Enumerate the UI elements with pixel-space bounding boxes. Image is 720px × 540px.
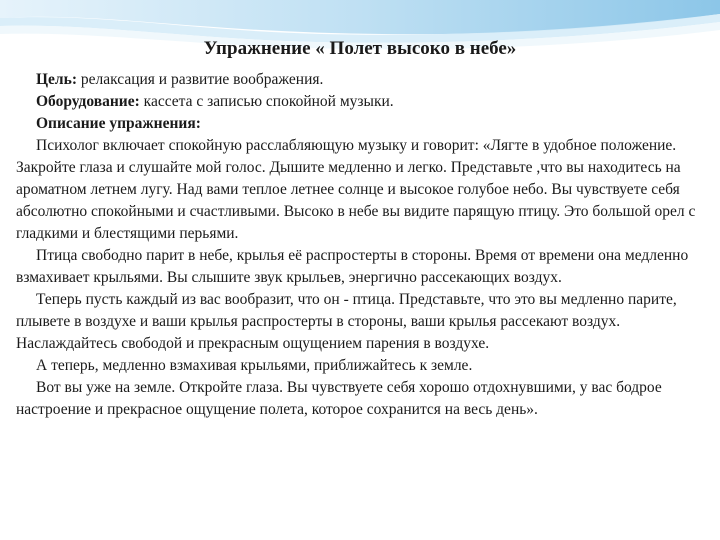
paragraph-4: А теперь, медленно взмахивая крыльями, приближайтесь к земле.: [36, 357, 473, 374]
goal-text: релаксация и развитие воображения.: [77, 71, 324, 88]
equipment-label: Оборудование:: [36, 93, 140, 110]
paragraph-3: Теперь пусть каждый из вас вообразит, что он - птица. Представьте, что это вы медленно парите, плывете в воздухе и ваши крылья распростерты в стороны, ваши крылья рассекают воздух. Наслаждайтесь свободой и прекрасным ощущением парения в воздухе.: [16, 291, 677, 352]
goal-label: Цель:: [36, 71, 77, 88]
paragraph-1: Психолог включает спокойную расслабляющую музыку и говорит: «Лягте в удобное положение. Закройте глаза и слушайте мой голос. Дышите медленно и легко. Представьте ,что вы находитесь на ароматном летнем лугу. Над вами теплое летнее солнце и высокое голубое небо. Вы чувствуете себя абсолютно спокойными и счастливыми. Высоко в небе вы видите парящую птицу. Это большой орел с гладкими и блестящими перьями.: [16, 137, 696, 242]
slide-title: Упражнение « Полет высоко в небе»: [203, 38, 517, 59]
equipment-text: кассета с записью спокойной музыки.: [139, 93, 394, 110]
description-line: [16, 113, 708, 135]
paragraph-2: Птица свободно парит в небе, крылья её распростерты в стороны. Время от времени она медленно взмахивает крыльями. Вы слышите звук крыльев, энергично рассекающих воздух.: [16, 247, 689, 286]
exercise-body: [16, 69, 708, 421]
description-label: Описание упражнения:: [36, 115, 201, 132]
equipment-line: [16, 91, 708, 113]
goal-line: [16, 69, 708, 91]
paragraph-5: Вот вы уже на земле. Откройте глаза. Вы чувствуете себя хорошо отдохнувшими, у вас бодрое настроение и прекрасное ощущение полета, которое сохранится на весь день».: [16, 379, 662, 418]
